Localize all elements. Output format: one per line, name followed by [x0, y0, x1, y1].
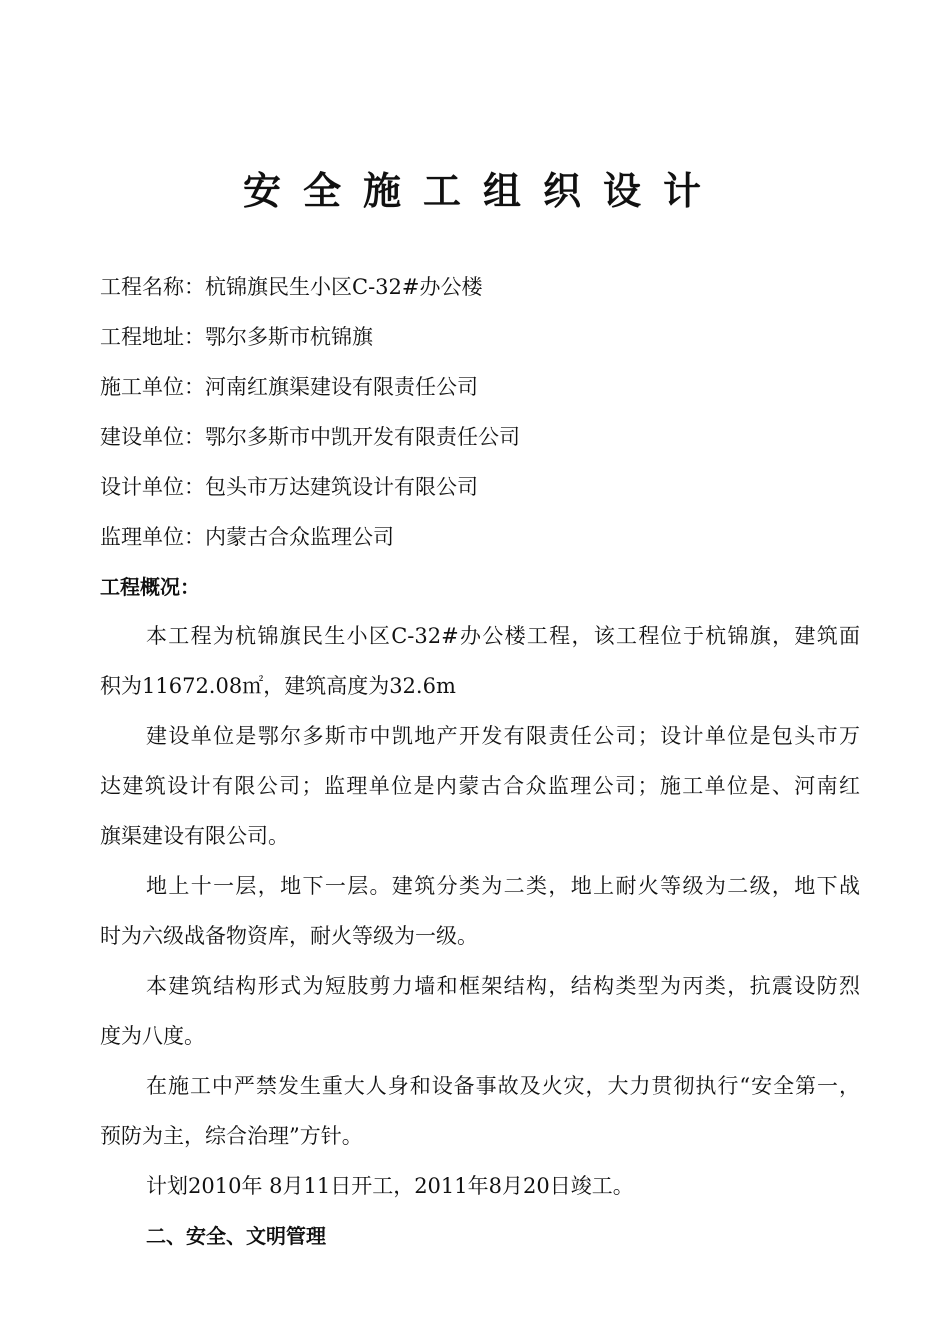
info-label: 施工单位： [100, 375, 205, 399]
document-title: 安全施工组织设计 [242, 168, 723, 213]
paragraph-line: 时为六级战备物资库，耐火等级为一级。 [100, 924, 478, 948]
info-label: 工程地址： [100, 325, 205, 349]
info-project-name [100, 272, 482, 302]
info-label: 建设单位： [100, 425, 205, 449]
info-value: 河南红旗渠建设有限责任公司 [205, 375, 478, 399]
info-label: 监理单位： [100, 525, 205, 549]
paragraph-line: 本工程为杭锦旗民生小区C-32#办公楼工程，该工程位于杭锦旗，建筑面 [146, 624, 860, 648]
info-project-address [100, 322, 373, 352]
section-two-heading: 二、安全、文明管理 [146, 1224, 326, 1248]
paragraph-line: 建设单位是鄂尔多斯市中凯地产开发有限责任公司；设计单位是包头市万 [146, 724, 860, 748]
info-construction-unit [100, 372, 478, 402]
info-label: 设计单位： [100, 475, 205, 499]
overview-heading: 工程概况： [100, 575, 200, 599]
info-value: 包头市万达建筑设计有限公司 [205, 475, 478, 499]
info-owner-unit [100, 422, 520, 452]
paragraph-line: 计划2010年 8月11日开工，2011年8月20日竣工。 [146, 1174, 634, 1198]
paragraph-line: 地上十一层，地下一层。建筑分类为二类，地上耐火等级为二级，地下战 [146, 874, 860, 898]
info-label: 工程名称： [100, 275, 205, 299]
paragraph-line: 预防为主，综合治理”方针。 [100, 1124, 363, 1148]
info-supervision-unit [100, 522, 394, 552]
paragraph-line: 旗渠建设有限公司。 [100, 824, 289, 848]
paragraph-line: 达建筑设计有限公司；监理单位是内蒙古合众监理公司；施工单位是、河南红 [100, 774, 860, 798]
info-value: 鄂尔多斯市杭锦旗 [205, 325, 373, 349]
info-value: 内蒙古合众监理公司 [205, 525, 394, 549]
paragraph-line: 度为八度。 [100, 1024, 205, 1048]
paragraph-line: 积为11672.08㎡，建筑高度为32.6m [100, 674, 456, 698]
paragraph-line: 在施工中严禁发生重大人身和设备事故及火灾，大力贯彻执行“安全第一， [146, 1074, 860, 1098]
info-value: 鄂尔多斯市中凯开发有限责任公司 [205, 425, 520, 449]
info-design-unit [100, 472, 478, 502]
paragraph-line: 本建筑结构形式为短肢剪力墙和框架结构，结构类型为丙类，抗震设防烈 [146, 974, 860, 998]
info-value: 杭锦旗民生小区C-32#办公楼 [205, 275, 483, 299]
